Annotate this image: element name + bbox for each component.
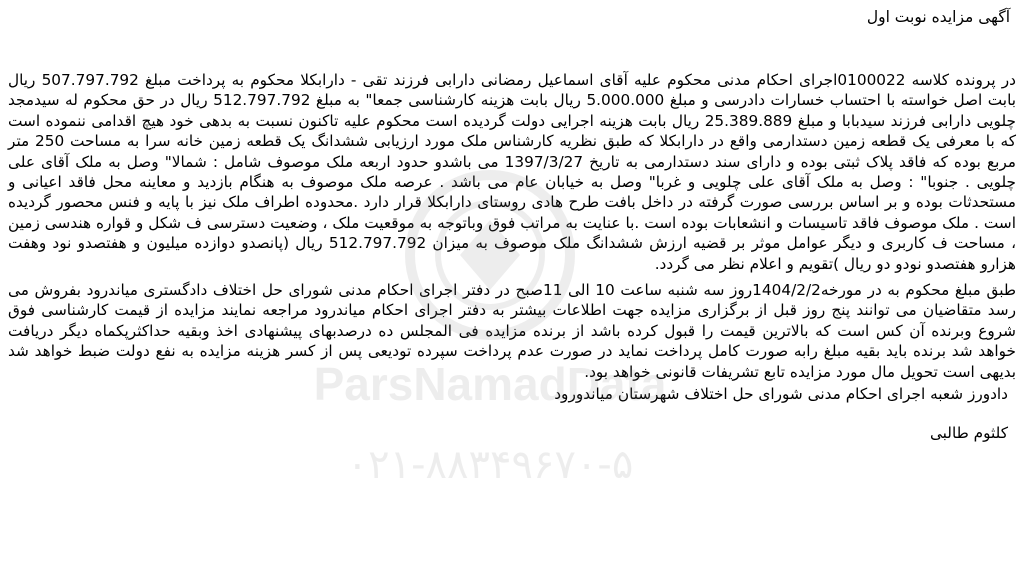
officer-title: دادورز شعبه اجرای احکام مدنی شورای حل اختلاف شهرستان میاندورود bbox=[554, 385, 1008, 404]
auction-terms-paragraph: طبق مبلغ محکوم به در مورخه1404/2/2روز سه شنبه ساعت 10 الی 11صبح در دفتر اجرای احکام مدنی شورای حل اختلاف دادگستری میاندرود بفروش می رسد متقاضیان می توانند پنج روز قبل از برگزاری مزایده جهت اطلاعات بیشتر به دفتر اجرای احکام میاندرود مراجعه نمایند مزایده از قیمت کارشناسی فوق شروع وبرنده آن کس است که بالاترین قیمت را قبول کرده باشد از برنده مزایده فی المجلس ده درصدبهای پیشنهادی اخذ وبقیه حداکثرپکماه دیگر دریافت خواهد شد برنده باید بقیه مبلغ رابه صورت کامل پرداخت نماید در صورت عدم پرداخت سپرده تودیعی پس از کسر هزینه مزایده به نفع دولت ضبط خواهد شد بدیهی است تحویل مال مورد مزایده تابع تشریفات قانونی خواهد بود. bbox=[8, 281, 1016, 381]
notice-heading: آگهی مزایده نوبت اول bbox=[866, 8, 1010, 26]
case-details-paragraph: در پرونده کلاسه 0100022اجرای احکام مدنی محکوم علیه آقای اسماعیل رمضانی دارابی فرزند تقی - دارابکلا محکوم به پرداخت مبلغ 507.797.792 ریال بابت اصل خواسته با احتساب خسارات دادرسی و مبلغ 5.000.000 ریال بابت هزینه کارشناسی جمعا" به مبلغ 512.797.792 ریال در حق محکوم له سیدمجد چلویی دارابی فرزند سیدبابا و مبلغ 25.389.889 ریال بابت هزینه اجرایی دولت گردیده است محکوم علیه تاکنون نسبت به بدهی خود هیچ اقدامی ننموده است که با معرفی یک قطعه زمین دستدارمی واقع در دارابکلا که طبق نظریه کارشناس ملک مورد ارزیابی ششدانگ یک قطعه زمین خانه سرا به مساحت 250 متر مربع بوده که فاقد پلاک ثبتی بوده و دارای سند دستدارمی به تاریخ 1397/3/27 می باشدو حدود اربعه ملک موصوف شامل : شمالا" وصل به ملک آقای علی چلویی . جنوبا" : وصل به ملک آقای علی چلویی و غربا" وصل به خیابان عام می باشد . عرصه ملک موصوف به هنگام بازدید و معاینه محل فاقد اعیانی و مستحدثات بوده و بر اساس بررسی صورت گرفته در داخل بافت طرح هادی روستای دارابکلا قرار دارد .محدوده اطراف ملک نیز با پایه و فنس محصور گردیده است . ملک موصوف فاقد تاسیسات و انشعابات بوده است .با عنایت به مراتب فوق وباتوجه به موقعیت ملک ، وضعیت دسترسی ف شکل و قواره هندسی زمین ، مساحت ف کاربری و دیگر عوامل موثر بر قضیه ارزش ششدانگ ملک موصوف به میزان 512.797.792 ریال (پانصدو دوازده میلیون و هفتصدو نود وهفت هزارو هفتصدو نودو دو ریال )تقویم و اعلام نظر می گردد. bbox=[8, 71, 1017, 273]
watermark-phone-text: ۰۲۱-۸۸۳۴۹۶۷۰-۵ bbox=[346, 442, 634, 488]
watermark-brand-text: ParsNamadData bbox=[313, 358, 667, 410]
officer-name: کلثوم طالبی bbox=[929, 423, 1008, 442]
